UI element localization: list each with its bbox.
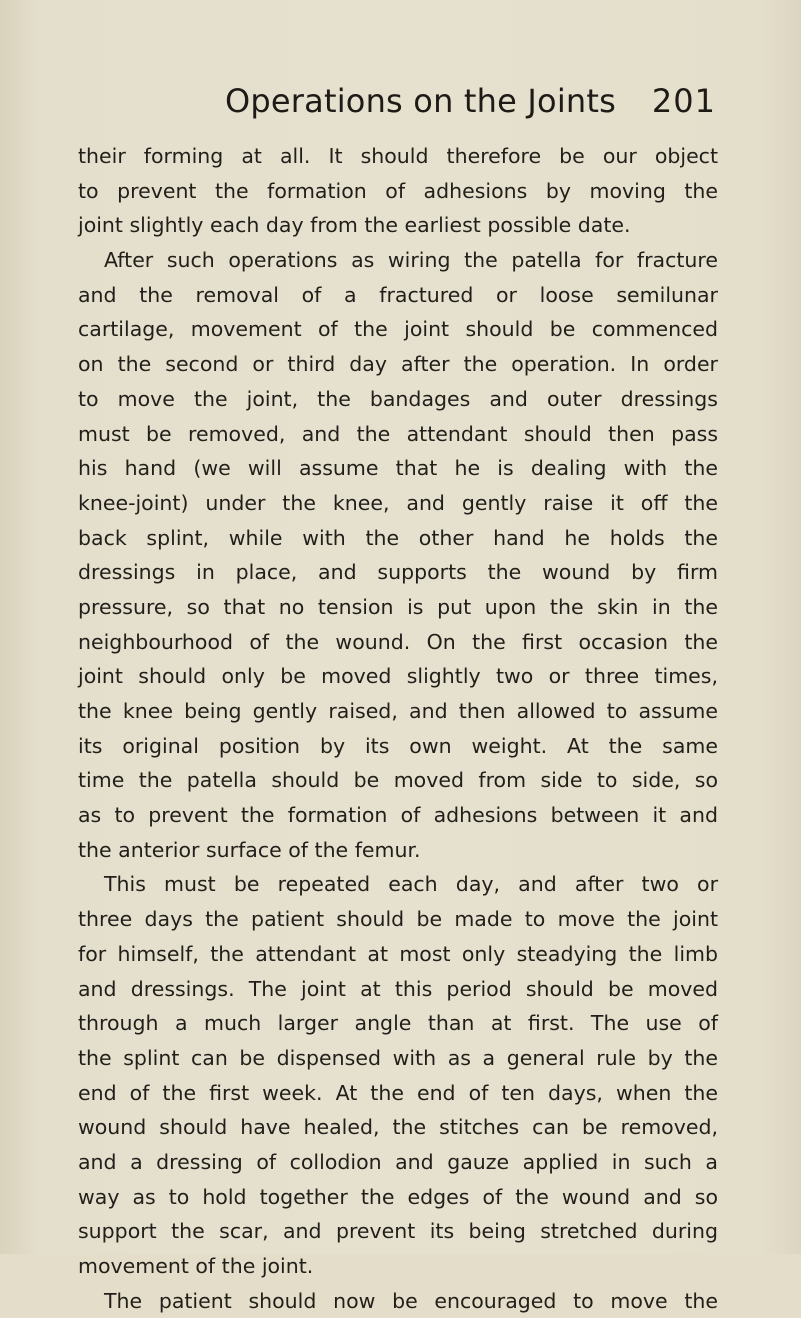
text-line: three days the patient should be made to move the joint bbox=[78, 907, 718, 932]
body-text bbox=[78, 139, 718, 1318]
text-line: cartilage, movement of the joint should be commenced bbox=[78, 317, 718, 342]
text-line: knee-joint) under the knee, and gently raise it off the bbox=[78, 490, 718, 515]
text-line: the knee being gently raised, and then allowed to assume bbox=[78, 699, 718, 723]
text-line: wound should have healed, the stitches can be removed, bbox=[78, 1115, 718, 1140]
text-line: as to prevent the formation of adhesions between it and bbox=[78, 803, 718, 828]
text-line: the splint can be dispensed with as a general rule by the bbox=[78, 1045, 718, 1070]
text-line: way as to hold together the edges of the wound and so bbox=[78, 1184, 718, 1209]
text-line: must be removed, and the attendant should then pass bbox=[78, 421, 718, 446]
text-line: and a dressing of collodion and gauze applied in such a bbox=[78, 1149, 718, 1174]
text-line: The patient should now be encouraged to move the bbox=[104, 1288, 718, 1313]
text-line: end of the first week. At the end of ten days, when the bbox=[78, 1080, 718, 1105]
text-line: This must be repeated each day, and after two or bbox=[104, 872, 718, 897]
text-line: for himself, the attendant at most only steadying the limb bbox=[78, 941, 718, 966]
text-line: and dressings. The joint at this period should be moved bbox=[78, 976, 718, 1001]
text-line: his hand (we will assume that he is dealing with the bbox=[78, 456, 718, 481]
text-line: the anterior surface of the femur. bbox=[78, 837, 421, 862]
text-line: dressings in place, and supports the wound by firm bbox=[78, 560, 718, 585]
text-line: back splint, while with the other hand he holds the bbox=[78, 525, 718, 550]
text-line: its original position by its own weight. At the same bbox=[78, 733, 718, 758]
text-line: and the removal of a fractured or loose semilunar bbox=[78, 282, 718, 307]
running-title: Operations on the Joints bbox=[225, 82, 617, 120]
text-line: to prevent the formation of adhesions by moving the bbox=[78, 178, 718, 203]
page-header bbox=[78, 82, 716, 132]
text-line: joint slightly each day from the earliest possible date. bbox=[78, 213, 631, 238]
text-line: neighbourhood of the wound. On the first occasion the bbox=[78, 629, 718, 654]
text-line: joint should only be moved slightly two or three times, bbox=[78, 664, 718, 689]
text-line: pressure, so that no tension is put upon the skin in the bbox=[78, 594, 718, 619]
text-line: support the scar, and prevent its being stretched during bbox=[78, 1219, 718, 1244]
text-line: their forming at all. It should therefore be our object bbox=[78, 144, 718, 168]
text-line: movement of the joint. bbox=[78, 1254, 314, 1278]
text-line: through a much larger angle than at first. The use of bbox=[78, 1011, 718, 1036]
text-line: to move the joint, the bandages and outer dressings bbox=[78, 386, 718, 411]
page-number: 201 bbox=[651, 82, 716, 120]
text-line: After such operations as wiring the patella for fracture bbox=[104, 248, 718, 273]
text-line: time the patella should be moved from side to side, so bbox=[78, 768, 718, 793]
text-line: on the second or third day after the operation. In order bbox=[78, 352, 718, 377]
